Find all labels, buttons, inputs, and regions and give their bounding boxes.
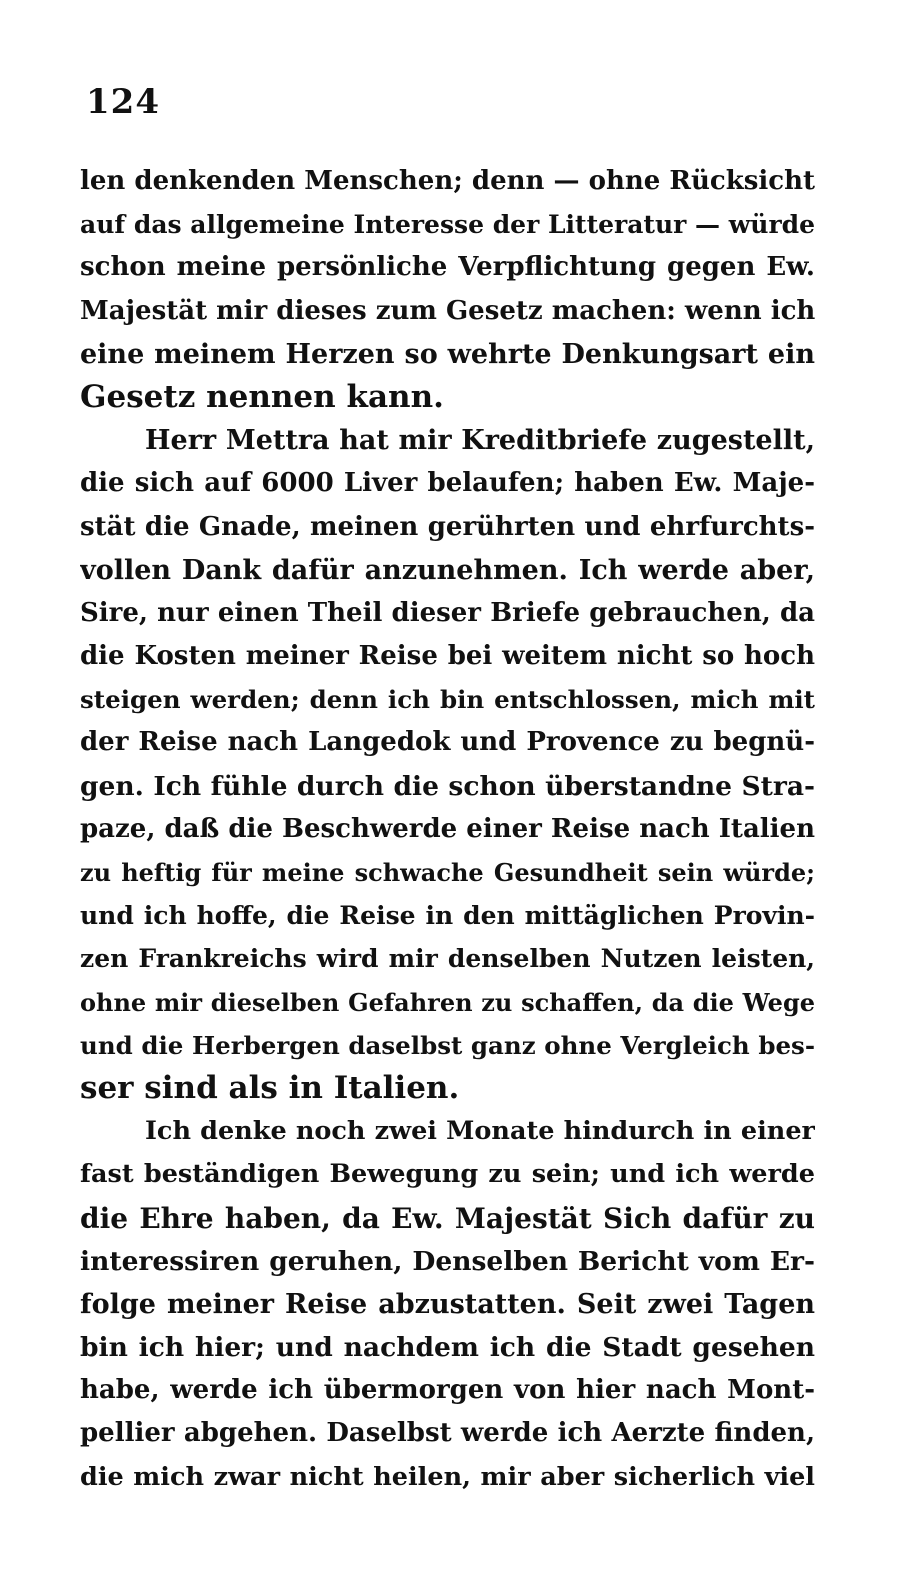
text-line: ser sind als in Italien. (80, 1069, 460, 1106)
text-line: die sich auf 6000 Liver belaufen; haben Ew. Maje- (80, 468, 815, 499)
text-line: stät die Gnade, meinen gerührten und ehrfurchts- (80, 511, 815, 542)
text-line: fast beständigen Bewegung zu sein; und ich werde (80, 1159, 815, 1190)
paragraph (80, 1110, 815, 1499)
text-line: bin ich hier; und nachdem ich die Stadt gesehen (80, 1332, 815, 1364)
text-line: ohne mir dieselben Gefahren zu schaffen, da die Wege (80, 987, 815, 1017)
text-line: und ich hoffe, die Reise in den mittäglichen Provin- (80, 901, 815, 931)
text-line: Ich denke noch zwei Monate hindurch in einer (145, 1116, 815, 1147)
text-line: len denkenden Menschen; denn — ohne Rücksicht (80, 166, 815, 196)
text-line: vollen Dank dafür anzunehmen. Ich werde aber, (80, 554, 815, 586)
text-line: Sire, nur einen Theil dieser Briefe gebrauchen, da (80, 597, 815, 628)
text-line: steigen werden; denn ich bin entschlossen, mich mit (80, 685, 815, 715)
body-text (80, 160, 815, 1499)
paragraph (80, 419, 815, 1110)
text-line: zen Frankreichs wird mir denselben Nutzen leisten, (80, 944, 815, 974)
text-line: zu heftig für meine schwache Gesundheit sein würde; (80, 858, 815, 887)
text-line: schon meine persönliche Verpflichtung gegen Ew. (80, 252, 815, 283)
text-line: Gesetz nennen kann. (80, 378, 444, 415)
text-line: die mich zwar nicht heilen, mir aber sicherlich viel (80, 1461, 815, 1492)
text-line: gen. Ich fühle durch die schon überstandne Stra- (80, 770, 815, 802)
text-line: interessiren geruhen, Denselben Bericht vom Er- (80, 1245, 815, 1277)
text-line: folge meiner Reise abzustatten. Seit zwei Tagen (80, 1288, 815, 1320)
text-line: paze, daß die Beschwerde einer Reise nach Italien (80, 813, 815, 844)
text-line: die Kosten meiner Reise bei weitem nicht so hoch (80, 641, 815, 672)
text-line: Majestät mir dieses zum Gesetz machen: wenn ich (80, 295, 815, 326)
text-line: Herr Mettra hat mir Kreditbriefe zugestellt, (145, 425, 815, 457)
text-line: habe, werde ich übermorgen von hier nach Mont- (80, 1375, 815, 1406)
text-line: eine meinem Herzen so wehrte Denkungsart ein (80, 338, 815, 370)
page-number: 124 (86, 82, 160, 122)
text-line: der Reise nach Langedok und Provence zu begnü- (80, 727, 815, 758)
text-line: und die Herbergen daselbst ganz ohne Vergleich bes- (80, 1030, 815, 1060)
text-line: auf das allgemeine Interesse der Litteratur — würde (80, 210, 815, 240)
text-line: pellier abgehen. Daselbst werde ich Aerzte finden, (80, 1418, 815, 1449)
text-line: die Ehre haben, da Ew. Majestät Sich dafür zu (80, 1201, 815, 1235)
paragraph (80, 160, 815, 419)
